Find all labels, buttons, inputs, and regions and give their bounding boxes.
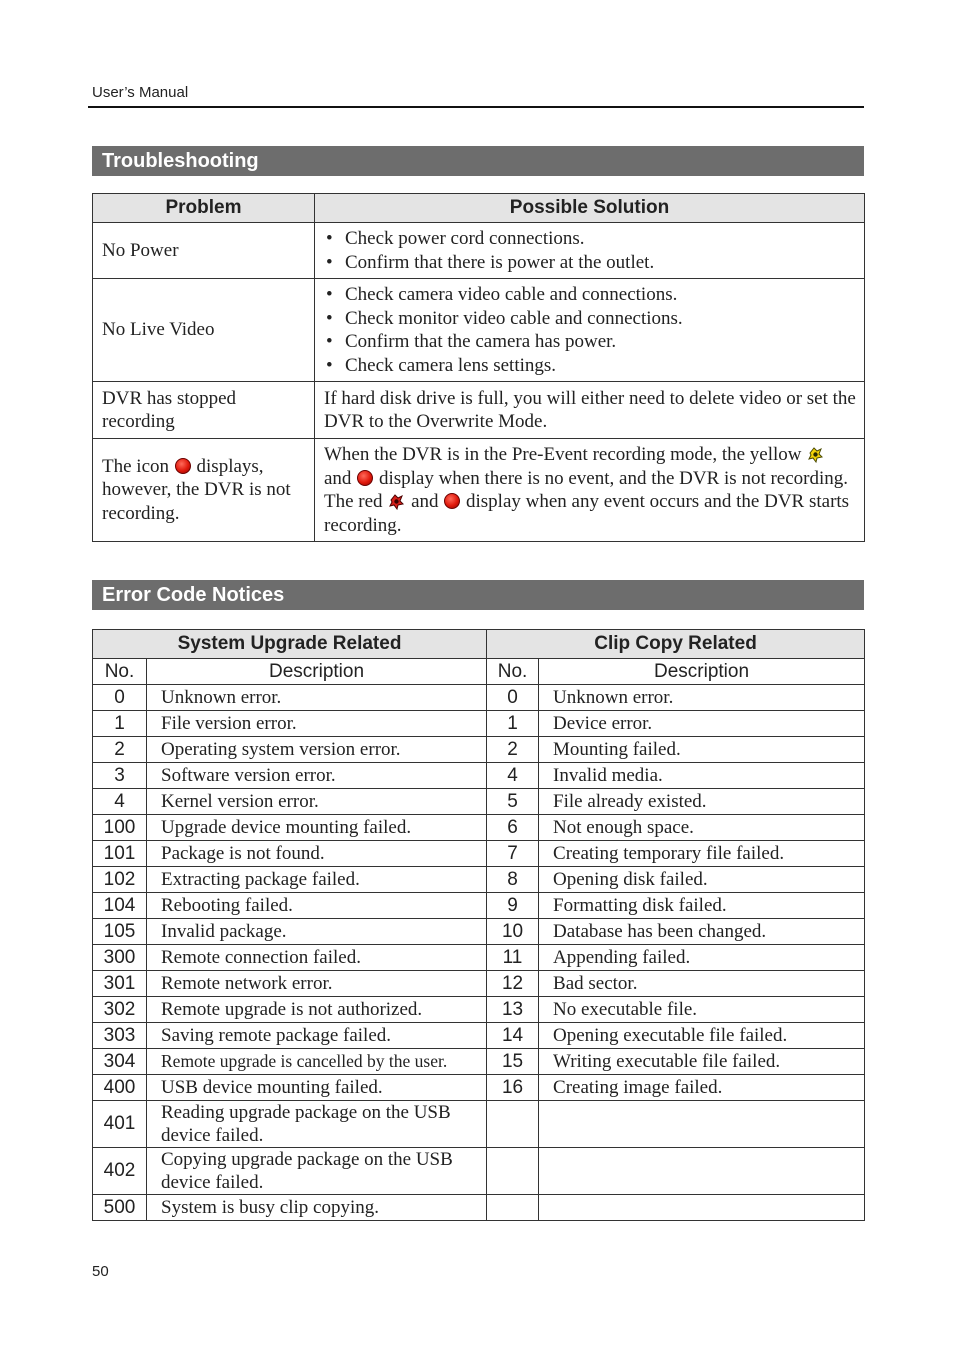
error-description: Unknown error. xyxy=(539,685,865,711)
error-code-number: 402 xyxy=(93,1148,147,1195)
table-row xyxy=(93,711,865,737)
error-code-number: 302 xyxy=(93,997,147,1023)
solution-list xyxy=(324,227,856,274)
empty-cell xyxy=(539,1195,865,1221)
record-dot-icon xyxy=(357,470,373,486)
table-row xyxy=(93,382,865,439)
error-code-number: 6 xyxy=(487,815,539,841)
record-dot-icon xyxy=(444,493,460,509)
table-row xyxy=(93,737,865,763)
error-code-number: 300 xyxy=(93,945,147,971)
error-description: Remote connection failed. xyxy=(147,945,487,971)
error-table-body xyxy=(93,685,865,1221)
table-header-row xyxy=(93,194,865,223)
error-description: Reading upgrade package on the USB device failed. xyxy=(147,1101,487,1148)
table-row xyxy=(93,279,865,382)
table-row xyxy=(93,1023,865,1049)
table-row xyxy=(93,893,865,919)
error-code-number: 4 xyxy=(93,789,147,815)
empty-cell xyxy=(487,1195,539,1221)
error-description: Database has been changed. xyxy=(539,919,865,945)
error-code-number: 301 xyxy=(93,971,147,997)
error-description: Opening disk failed. xyxy=(539,867,865,893)
error-description: Invalid package. xyxy=(147,919,487,945)
list-item: • Check camera lens settings. xyxy=(324,354,856,378)
error-description: Upgrade device mounting failed. xyxy=(147,815,487,841)
solution-cell xyxy=(315,223,865,279)
error-description: Mounting failed. xyxy=(539,737,865,763)
problem-text: The icon xyxy=(102,455,170,477)
error-code-number: 1 xyxy=(487,711,539,737)
solution-cell xyxy=(315,439,865,542)
error-description: Not enough space. xyxy=(539,815,865,841)
red-event-icon xyxy=(388,493,405,510)
empty-cell xyxy=(539,1148,865,1195)
error-description: Bad sector. xyxy=(539,971,865,997)
column-header-description: Description xyxy=(147,659,487,685)
error-code-table xyxy=(92,629,865,1221)
solution-cell xyxy=(315,279,865,382)
empty-cell xyxy=(539,1101,865,1148)
list-item: • Check monitor video cable and connections. xyxy=(324,307,856,331)
error-description: Device error. xyxy=(539,711,865,737)
error-description: Software version error. xyxy=(147,763,487,789)
error-code-number: 2 xyxy=(487,737,539,763)
error-description: No executable file. xyxy=(539,997,865,1023)
empty-cell xyxy=(487,1101,539,1148)
table-row xyxy=(93,919,865,945)
error-code-number: 10 xyxy=(487,919,539,945)
error-description: Unknown error. xyxy=(147,685,487,711)
error-description: Creating image failed. xyxy=(539,1075,865,1101)
error-description: Extracting package failed. xyxy=(147,867,487,893)
error-code-number: 104 xyxy=(93,893,147,919)
error-code-number: 16 xyxy=(487,1075,539,1101)
error-code-number: 14 xyxy=(487,1023,539,1049)
error-code-number: 105 xyxy=(93,919,147,945)
solution-list xyxy=(324,283,856,377)
error-code-number: 1 xyxy=(93,711,147,737)
error-description: Remote upgrade is not authorized. xyxy=(147,997,487,1023)
record-dot-icon xyxy=(175,458,191,474)
error-description: Rebooting failed. xyxy=(147,893,487,919)
group-header-system-upgrade: System Upgrade Related xyxy=(93,630,487,659)
error-code-number: 102 xyxy=(93,867,147,893)
error-description: Invalid media. xyxy=(539,763,865,789)
table-row xyxy=(93,1075,865,1101)
error-code-number: 12 xyxy=(487,971,539,997)
column-header-no: No. xyxy=(487,659,539,685)
problem-text: displays, however, the DVR is not recording. xyxy=(102,455,291,524)
empty-cell xyxy=(487,1148,539,1195)
list-item: • Confirm that the camera has power. xyxy=(324,330,856,354)
error-description: Copying upgrade package on the USB device failed. xyxy=(147,1148,487,1195)
solution-text: and xyxy=(324,467,352,489)
error-description: Operating system version error. xyxy=(147,737,487,763)
column-header-solution: Possible Solution xyxy=(315,194,865,223)
group-header-clip-copy: Clip Copy Related xyxy=(487,630,865,659)
error-description: Opening executable file failed. xyxy=(539,1023,865,1049)
error-code-number: 9 xyxy=(487,893,539,919)
error-code-number: 400 xyxy=(93,1075,147,1101)
error-description: Formatting disk failed. xyxy=(539,893,865,919)
error-description: File already existed. xyxy=(539,789,865,815)
error-description: Remote upgrade is cancelled by the user. xyxy=(147,1049,487,1075)
error-code-number: 4 xyxy=(487,763,539,789)
section-heading-error-codes: Error Code Notices xyxy=(92,580,864,610)
error-description: Package is not found. xyxy=(147,841,487,867)
problem-cell: DVR has stopped recording xyxy=(93,382,315,439)
solution-text: display when any event occurs and the DVR starts recording. xyxy=(324,491,850,536)
error-description: Writing executable file failed. xyxy=(539,1049,865,1075)
solution-text: display when there is no event, and the DVR is not recording. The red xyxy=(324,467,849,512)
table-row xyxy=(93,685,865,711)
table-row xyxy=(93,841,865,867)
error-code-number: 11 xyxy=(487,945,539,971)
error-code-number: 5 xyxy=(487,789,539,815)
table-row xyxy=(93,1195,865,1221)
table-row xyxy=(93,1148,865,1195)
running-header: User’s Manual xyxy=(92,84,189,101)
error-code-number: 0 xyxy=(487,685,539,711)
solution-cell: If hard disk drive is full, you will either need to delete video or set the DVR to the Overwrite Mode. xyxy=(315,382,865,439)
error-description: Saving remote package failed. xyxy=(147,1023,487,1049)
error-description: Remote network error. xyxy=(147,971,487,997)
error-description: Creating temporary file failed. xyxy=(539,841,865,867)
column-header-problem: Problem xyxy=(93,194,315,223)
table-row xyxy=(93,223,865,279)
header-rule xyxy=(88,106,864,108)
error-code-number: 8 xyxy=(487,867,539,893)
table-row xyxy=(93,789,865,815)
error-code-number: 13 xyxy=(487,997,539,1023)
error-code-number: 304 xyxy=(93,1049,147,1075)
error-code-number: 7 xyxy=(487,841,539,867)
table-row xyxy=(93,971,865,997)
column-header-no: No. xyxy=(93,659,147,685)
error-code-number: 2 xyxy=(93,737,147,763)
error-code-number: 15 xyxy=(487,1049,539,1075)
column-header-description: Description xyxy=(539,659,865,685)
error-code-number: 100 xyxy=(93,815,147,841)
error-code-number: 3 xyxy=(93,763,147,789)
error-description: Kernel version error. xyxy=(147,789,487,815)
error-code-number: 101 xyxy=(93,841,147,867)
solution-text: When the DVR is in the Pre-Event recording mode, the yellow xyxy=(324,444,802,465)
solution-text: and xyxy=(411,491,439,512)
table-row xyxy=(93,815,865,841)
error-code-number: 303 xyxy=(93,1023,147,1049)
list-item: • Confirm that there is power at the outlet. xyxy=(324,251,856,275)
error-description: File version error. xyxy=(147,711,487,737)
error-description: System is busy clip copying. xyxy=(147,1195,487,1221)
table-row xyxy=(93,997,865,1023)
table-row xyxy=(93,439,865,542)
error-description: Appending failed. xyxy=(539,945,865,971)
table-row xyxy=(93,867,865,893)
table-row xyxy=(93,945,865,971)
error-code-number: 0 xyxy=(93,685,147,711)
troubleshooting-table xyxy=(92,193,865,542)
error-code-number: 401 xyxy=(93,1101,147,1148)
table-row xyxy=(93,1101,865,1148)
problem-cell: No Live Video xyxy=(93,279,315,382)
table-row xyxy=(93,1049,865,1075)
error-code-number: 500 xyxy=(93,1195,147,1221)
list-item: • Check power cord connections. xyxy=(324,227,856,251)
yellow-event-icon xyxy=(807,446,824,463)
table-row xyxy=(93,763,865,789)
error-description: USB device mounting failed. xyxy=(147,1075,487,1101)
section-heading-troubleshooting: Troubleshooting xyxy=(92,146,864,176)
list-item: • Check camera video cable and connections. xyxy=(324,283,856,307)
problem-cell xyxy=(93,439,315,542)
page-number: 50 xyxy=(92,1263,109,1280)
problem-cell: No Power xyxy=(93,223,315,279)
